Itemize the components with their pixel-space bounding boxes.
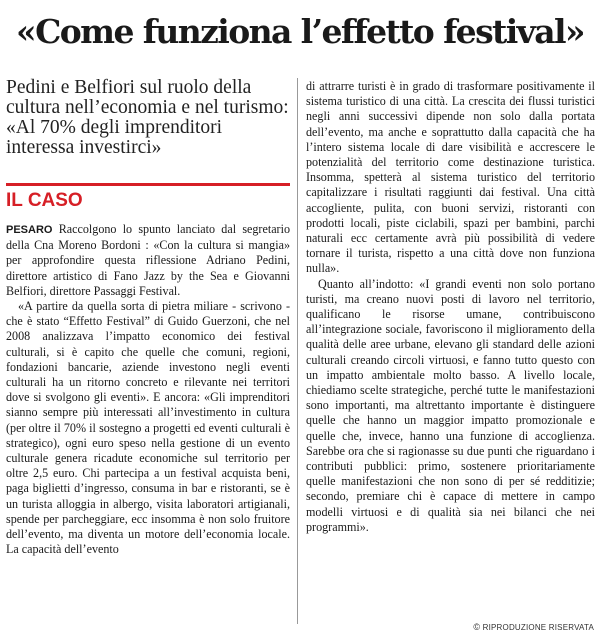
paragraph-1-text: Raccolgono lo spunto lanciato dal segretario della Cna Moreno Bordoni : «Con la cultura si mangia» per approfondire questa riflessione Adriano Pedini, direttore artistico di Fano Jazz by the Sea e Giovanni Belfiori, direttore Passaggi Festival.: [6, 222, 290, 298]
subheadline: Pedini e Belfiori sul ruolo della cultura nell’economia e nel turismo: «Al 70% degli imprenditori interessa investirci»: [6, 77, 289, 158]
copyright-icon: ©: [473, 622, 481, 632]
copyright-text: RIPRODUZIONE RISERVATA: [482, 623, 594, 632]
article-paragraph-4: Quanto all’indotto: «I grandi eventi non solo portano turisti, ma creano nuovi posti di lavoro nel territorio, qualificano le risorse umane, contribuiscono all’integrazione sociale, favoriscono il miglioramento della qualità delle aree urbane, elevano gli standard delle azioni culturali creando circoli virtuosi, e fanno tutto questo con un impatto ambientale molto basso. A livello locale, chiediamo scelte strategiche, perché tutte le manifestazioni sono importanti, ma altrettanto importante è distinguere quelle che hanno un maggior impatto promozionale e quelle che, invece, hanno una funzione di accoglienza. Sarebbe ora che si ragionasse su due punti che riguardano i contributi pubblici: primo, sostenere prioritariamente quelle manifestazioni che non sono di per sé redditizie; secondo, premiare chi è capace di mettere in campo modelli virtuosi e di qualità sia nei bilanci che nei programmi».: [306, 276, 595, 534]
section-rubric: IL CASO: [6, 183, 290, 212]
article-paragraph-3: di attrarre turisti è in grado di trasformare positivamente il sistema turistico di una città. La crescita dei flussi turistici negli anni successivi dipende non solo dalla portata dell’evento, ma anche e soprattutto dalla capacità che ha l’intero sistema locale di dare visibilità e accrescere le potenzialità del territorio come destinazione turistica. Insomma, spetterà al sistema turistico del territorio capitalizzare i risultati raggiunti dai festival. Una città accogliente, pulita, con buoni servizi, ristoranti con prodotti locali, piste ciclabili, spazi per bambini, parchi naturali ecc certamente avrà più possibilità di vedere tornare il turista, rispetto a una città dove non funziona nulla».: [306, 79, 595, 276]
article-paragraph-1: [6, 222, 290, 299]
headline: «Come funziona l’effetto festival»: [16, 12, 584, 51]
dateline: PESARO: [6, 224, 53, 236]
article-paragraph-2: «A partire da quella sorta di pietra miliare - scrivono - che è stato “Effetto Festival” di Guido Guerzoni, che nel 2008 analizzava l’impatto economico dei festival culturali, si è capito che quelle che comuni, regioni, fondazioni bancarie, aziende investono negli eventi culturali ha un ritorno concreto e rilevante nei territori dove si svolgono gli eventi». E ancora: «Gli imprenditori sianno sempre più interessati all’investimento in cultura (per oltre il 70% il sostegno a progetti ed eventi culturali è strategico), ogni euro speso nella gestione di un evento culturale genera ricadute economiche sul territorio per oltre 2,5 euro. Chi partecipa a un festival acquista beni, paga biglietti d’ingresso, consuma in bar e ristoranti, se è un turista alloggia in albergo, visita laboratori artigianali, spende per parcheggiare, ecc insomma è non solo fruitore dell’evento, ma diventa un motore dell’economia locale. La capacità dell’evento: [6, 299, 290, 557]
column-divider: [297, 78, 298, 624]
left-column: [6, 78, 290, 557]
copyright-notice: [473, 622, 594, 632]
right-column: [306, 79, 595, 535]
